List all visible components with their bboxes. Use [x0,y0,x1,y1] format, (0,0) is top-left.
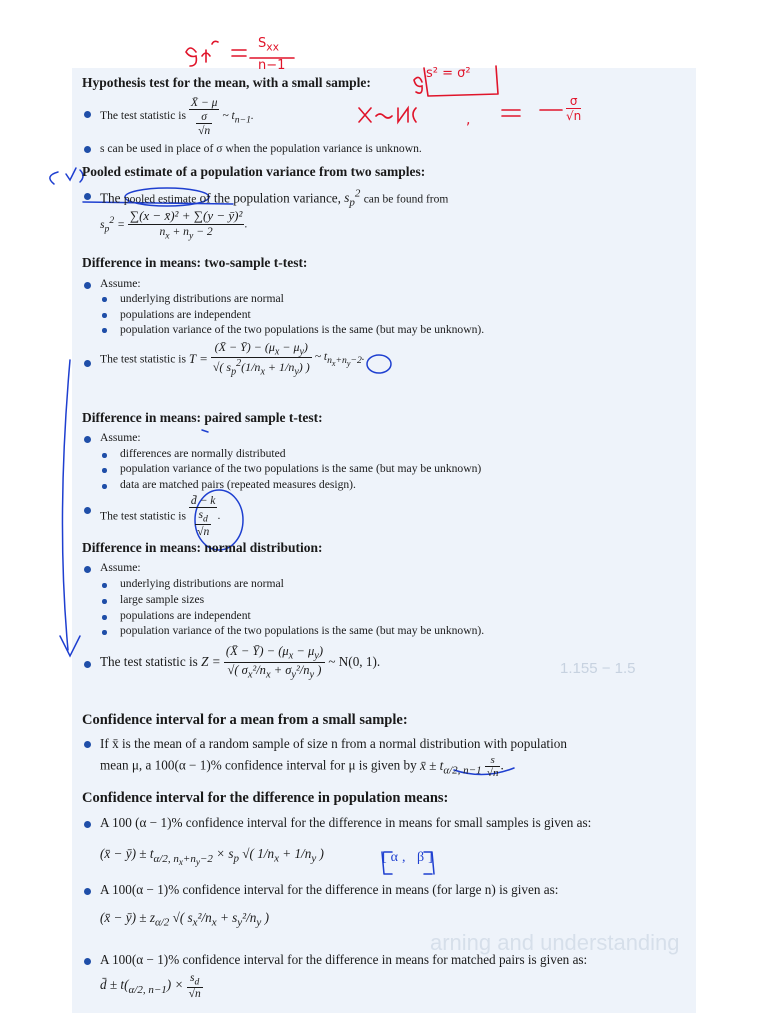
bullet [84,193,91,200]
ci-small-samples-formula: (x̄ − ȳ) ± $t_{\alpha/2, n_x+n_y-2} \times s_p$ √( $1/n_x + 1/n_y$ ) [100,846,324,867]
assumption-item: populations are independent [120,609,251,622]
assumption-item: population variance of the two populations is the same (but may be unknown) [120,462,482,475]
ci-small-sample-line1: If x̄ is the mean of a random sample of size n from a normal distribution with population [100,736,567,751]
test-statistic-paired: The test statistic is $\frac{d̄ - k}{\frac{s_d}{√n}}$ . [100,494,221,539]
ci-matched-pairs-formula: d̄ ± $t(_{\alpha/2, n-1})$ × $\frac{s_d}{√n}$ [100,972,201,1001]
formula-t-statistic: $\frac{X̄ - \mu}{\frac{\sigma}{√n}}$ [190,96,218,137]
handwritten-interval: [α, β] [382,850,437,865]
assume-label: Assume: [100,277,141,290]
assume-label: Assume: [100,561,141,574]
test-statistic-normal: The test statistic is Z = $\frac{(X̄ - Ȳ) - (\mu_x - \mu_y)}{√( \sigma_x^2/n_x + \sigma_y^2/n_y )}$ ~ N(0, 1). [100,644,381,680]
heading-two-sample-t: Difference in means: two-sample t-test: [82,255,308,270]
sub-bullet [102,328,107,333]
ci-matched-pairs-text: A 100(α − 1)% confidence interval for the difference in means for matched pairs is given as: [100,952,588,967]
show-through-text: arning and understanding [430,930,680,955]
sub-bullet [102,599,107,604]
bullet [84,661,91,668]
ci-small-samples-text: A 100 (α − 1)% confidence interval for the difference in means for small samples is given as: [100,815,592,830]
sub-bullet [102,484,107,489]
sub-bullet [102,313,107,318]
handwritten-comma: , [466,112,471,128]
assume-label: Assume: [100,431,141,444]
test-statistic-two-sample: The test statistic is T = $\frac{(X̄ - Ȳ) - (\mu_x - \mu_y)}{√( s_p^2(1/n_x + 1/n_y) )}$ ~ $t_{n_x+n_y-2}$. [100,340,365,378]
test-statistic-small-sample: The test statistic is $\frac{X̄ - \mu}{\frac{\sigma}{√n}}$ ~ $t_{n-1}$. [100,96,254,137]
bullet [84,146,91,153]
s-note: s can be used in place of σ when the population variance is unknown. [100,142,422,155]
bullet [84,566,91,573]
handwritten-sxx: $S_{xx}$ [258,36,280,54]
ci-small-sample-line2: mean μ, a 100(α − 1)% confidence interval for μ is given by x̄ ± $t_{\alpha/2, n-1}$ $\frac{s}{√n}$ . [100,754,504,779]
bullet [84,507,91,514]
assumption-item: population variance of the two populations is the same (but may be unknown). [120,323,485,336]
heading-small-sample-mean: Hypothesis test for the mean, with a small sample: [82,75,371,90]
handwritten-s2-sigma2: s² = σ² [426,66,471,81]
pooled-variance-formula: $s_p^2$ = $\frac{\text{∑(x − x̄)² + ∑(y − ȳ)²}}{n_x + n_y - 2}$ . [100,208,248,242]
heading-paired-t: Difference in means: paired sample t-test: [82,410,323,425]
ci-large-n-formula: (x̄ − ȳ) ± $z_{\alpha/2}$ √( $s_x^2/n_x + s_y^2/n_y$ ) [100,910,269,929]
sub-bullet [102,583,107,588]
heading-ci-small-sample: Confidence interval for a mean from a small sample: [82,712,408,728]
bullet [84,888,91,895]
assumption-item: large sample sizes [120,593,205,606]
assumption-item: populations are independent [120,308,251,321]
bullet [84,282,91,289]
bullet [84,436,91,443]
pooled-estimate-text: The pooled estimate of the population variance, $s_p^2$ can be found from [100,188,449,210]
sub-bullet [102,630,107,635]
bullet [84,111,91,118]
bullet [84,821,91,828]
bullet [84,360,91,367]
assumption-item: underlying distributions are normal [120,292,284,305]
sub-bullet [102,297,107,302]
handwritten-n-minus-1: n−1 [258,58,286,73]
sub-bullet [102,453,107,458]
sub-bullet [102,468,107,473]
heading-pooled-estimate: Pooled estimate of a population variance from two samples: [82,164,426,179]
bullet [84,958,91,965]
sub-bullet [102,615,107,620]
heading-normal-distribution: Difference in means: normal distribution: [82,540,323,555]
heading-ci-difference: Confidence interval for the difference in population means: [82,790,449,806]
assumption-item: underlying distributions are normal [120,577,284,590]
handwritten-s-eq: σ √n [566,94,582,123]
assumption-item: differences are normally distributed [120,447,286,460]
assumption-item: population variance of the two populations is the same (but may be unknown). [120,624,485,637]
assumption-item: data are matched pairs (repeated measures design). [120,478,356,491]
show-through-text: 1.155 − 1.5 [560,660,636,677]
bullet [84,741,91,748]
ci-large-n-text: A 100(α − 1)% confidence interval for the difference in means (for large n) is given as: [100,882,559,897]
